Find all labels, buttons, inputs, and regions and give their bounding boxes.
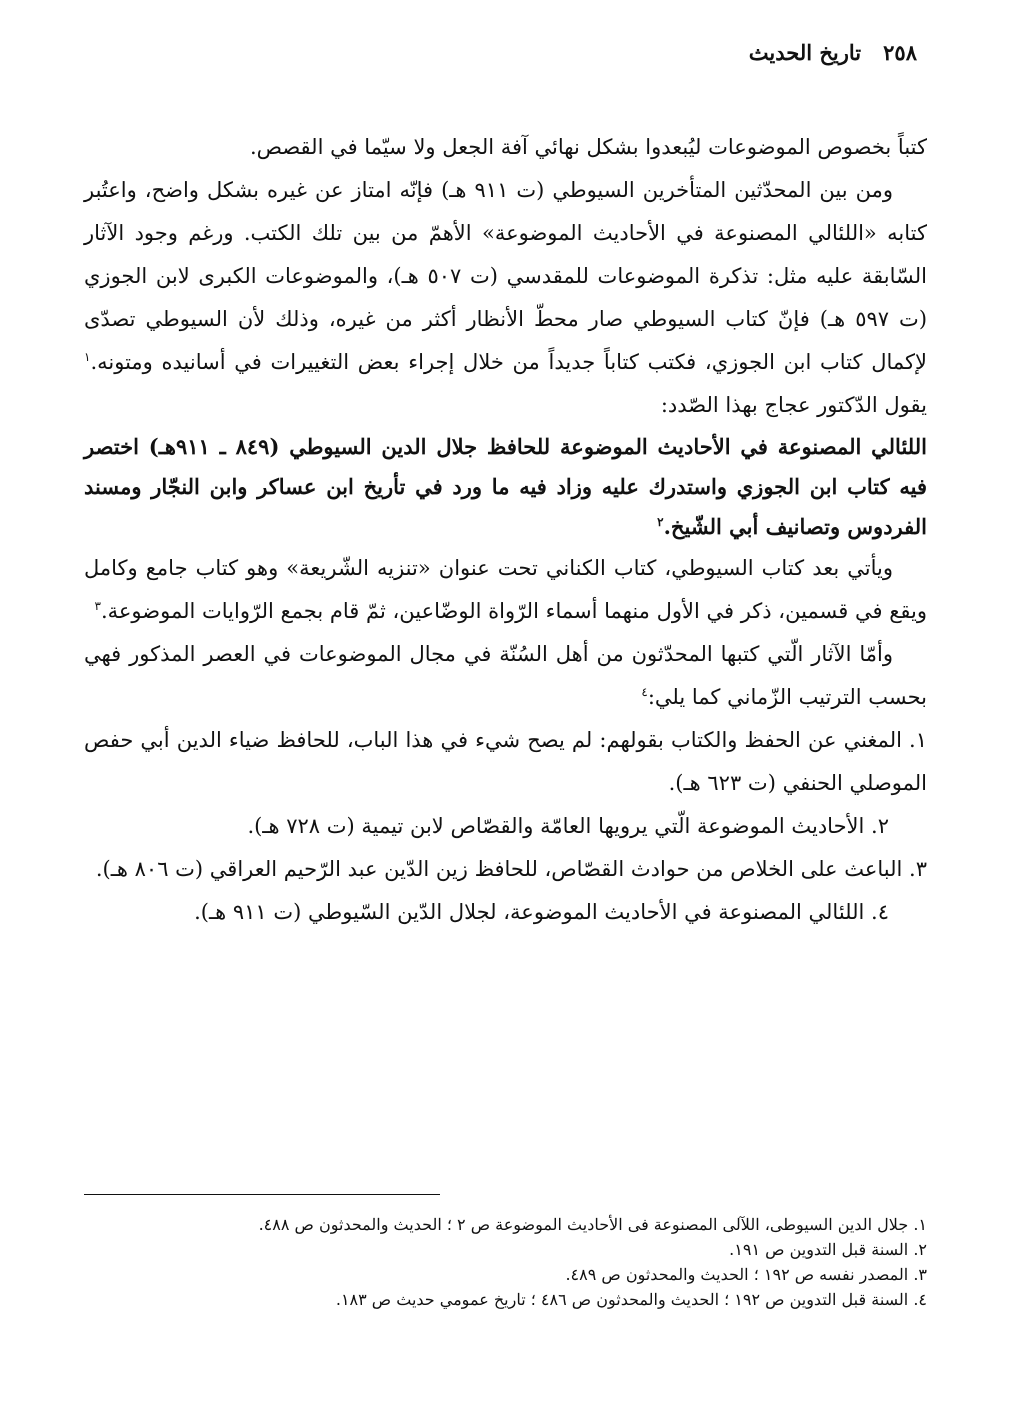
paragraph-1: كتباً بخصوص الموضوعات ليُبعدوا بشكل نهائي آفة الجعل ولا سيّما في القصص.	[249, 135, 927, 159]
block-quote	[84, 427, 927, 547]
running-title: تاريخ الحديث	[748, 40, 862, 65]
block-quote-text: اللئالي المصنوعة في الأحاديث الموضوعة للحافظ جلال الدين السيوطي (٨٤٩ ـ ٩١١هـ) اختصر فيه كتاب ابن الجوزي واستدرك عليه وزاد فيه ما ورد في تأريخ ابن عساكر وابن النجّار ومسند الفردوس وتصانيف أبي الشّيخ.	[84, 434, 927, 539]
footnote-rule	[84, 1194, 440, 1195]
paragraph-2-tail: يقول الدّكتور عجاج بهذا الصّدد:	[660, 393, 927, 417]
footnote-1: ١. جلال الدين السيوطى، اللآلى المصنوعة فى الأحاديث الموضوعة ص ٢ ؛ الحديث والمحدثون ص ٤٨٨.	[258, 1215, 927, 1234]
footnote-3: ٣. المصدر نفسه ص ١٩٢ ؛ الحديث والمحدثون ص ٤٨٩.	[565, 1265, 927, 1284]
footnote-ref-2: ٢	[657, 515, 664, 529]
footnote-ref-3: ٣	[94, 599, 101, 613]
paragraph-4-text: وأمّا الآثار الّتي كتبها المحدّثون من أهل السُنّة في مجال الموضوعات في العصر المذكور فهي بحسب الترتيب الزّماني كما يلي:	[84, 642, 927, 709]
list-item-1: ١. المغني عن الحفظ والكتاب بقولهم: لم يصح شيء في هذا الباب، للحافظ ضياء الدين أبي حفص الموصلي الحنفي (ت ٦٢٣ هـ).	[84, 728, 927, 795]
running-head	[84, 40, 917, 80]
main-text	[84, 126, 927, 934]
list-item-3: ٣. الباعث على الخلاص من حوادث القصّاص، للحافظ زين الدّين عبد الرّحيم العراقي (ت ٨٠٦ هـ).	[95, 857, 927, 881]
footnote-4: ٤. السنة قبل التدوين ص ١٩٢ ؛ الحديث والمحدثون ص ٤٨٦ ؛ تاريخ عمومي حديث ص ١٨٣.	[335, 1290, 927, 1309]
paragraph-2	[84, 169, 927, 427]
footnotes	[84, 1212, 927, 1312]
paragraph-3	[84, 547, 927, 633]
paragraph-4	[84, 633, 927, 719]
paragraph-3-text: ويأتي بعد كتاب السيوطي، كتاب الكناني تحت عنوان «تنزيه الشّريعة» وهو كتاب جامع وكامل ويقع في قسمين، ذكر في الأول منهما أسماء الرّواة الوضّاعين، ثمّ قام بجمع الرّوايات الموضوعة.	[84, 556, 927, 623]
paragraph-2-text: ومن بين المحدّثين المتأخرين السيوطي (ت ٩١١ هـ) فإنّه امتاز عن غيره بشكل واضح، واعتُبر كتابه «اللئالي المصنوعة في الأحاديث الموضوعة» الأهمّ من بين تلك الكتب. ورغم وجود الآثار السّابقة عليه مثل: تذكرة الموضوعات للمقدسي (ت ٥٠٧ هـ)، والموضوعات الكبرى لابن الجوزي (ت ٥٩٧ هـ) فإنّ كتاب السيوطي صار محطّ الأنظار أكثر من غيره، وذلك لأن السيوطي تصدّى لإكمال كتاب ابن الجوزي، فكتب كتاباً جديداً من خلال إجراء بعض التغييرات في أسانيده ومتونه.	[84, 178, 928, 374]
list-item-4: ٤. اللئالي المصنوعة في الأحاديث الموضوعة، لجلال الدّين السّيوطي (ت ٩١١ هـ).	[194, 900, 889, 924]
list-item-2: ٢. الأحاديث الموضوعة الّتي يرويها العامّة والقصّاص لابن تيمية (ت ٧٢٨ هـ).	[247, 814, 889, 838]
footnote-2: ٢. السنة قبل التدوين ص ١٩١.	[729, 1240, 927, 1259]
page-number: ٢٥٨	[883, 40, 917, 65]
footnote-ref-1: ١	[84, 350, 91, 364]
footnote-ref-4: ٤	[641, 685, 648, 699]
